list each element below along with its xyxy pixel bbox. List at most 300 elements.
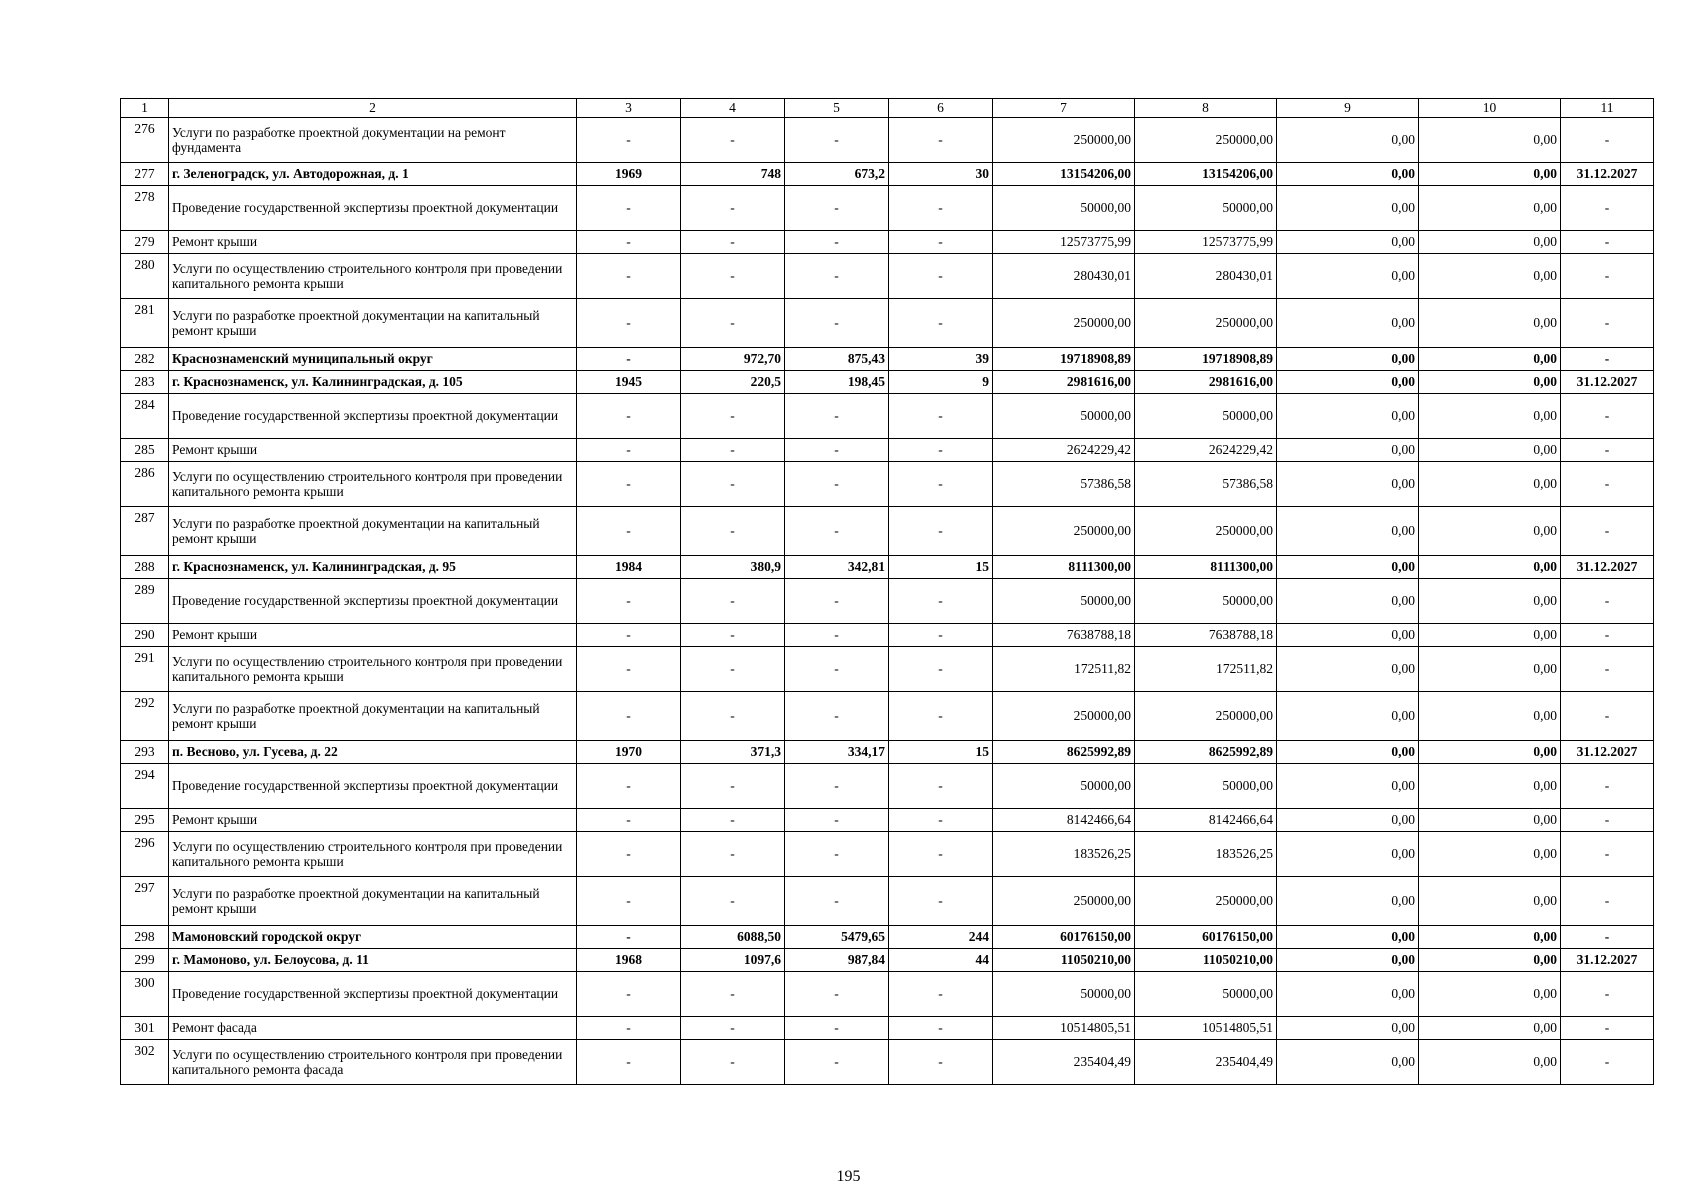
regional-fund-cell: 10514805,51 xyxy=(1135,1017,1277,1040)
total-cost-cell: 250000,00 xyxy=(993,692,1135,741)
year-built-cell: - xyxy=(577,1040,681,1085)
completion-date-cell: - xyxy=(1561,832,1654,877)
row-number-cell: 291 xyxy=(121,647,169,692)
owners-funds-cell: 0,00 xyxy=(1419,371,1561,394)
total-cost-cell: 250000,00 xyxy=(993,877,1135,926)
regional-fund-cell: 50000,00 xyxy=(1135,764,1277,809)
owners-funds-cell: 0,00 xyxy=(1419,624,1561,647)
owners-funds-cell: 0,00 xyxy=(1419,118,1561,163)
municipal-budget-cell: 0,00 xyxy=(1277,254,1419,299)
regional-fund-cell: 2624229,42 xyxy=(1135,439,1277,462)
living-area-cell: 198,45 xyxy=(785,371,889,394)
header-cell: 9 xyxy=(1277,99,1419,118)
total-area-cell: - xyxy=(681,764,785,809)
owners-funds-cell: 0,00 xyxy=(1419,809,1561,832)
row-number-cell: 276 xyxy=(121,118,169,163)
row-number-cell: 289 xyxy=(121,579,169,624)
municipal-budget-cell: 0,00 xyxy=(1277,371,1419,394)
residents-cell: 244 xyxy=(889,926,993,949)
table-row xyxy=(121,299,1654,348)
living-area-cell: - xyxy=(785,832,889,877)
item-name-cell: Услуги по осуществлению строительного контроля при проведении капитального ремонта крыши xyxy=(169,832,577,877)
residents-cell: - xyxy=(889,692,993,741)
item-name-cell: г. Мамоново, ул. Белоусова, д. 11 xyxy=(169,949,577,972)
total-area-cell: 220,5 xyxy=(681,371,785,394)
total-cost-cell: 50000,00 xyxy=(993,579,1135,624)
living-area-cell: - xyxy=(785,118,889,163)
header-cell: 3 xyxy=(577,99,681,118)
item-name-cell: Услуги по осуществлению строительного контроля при проведении капитального ремонта крыши xyxy=(169,647,577,692)
municipal-budget-cell: 0,00 xyxy=(1277,741,1419,764)
owners-funds-cell: 0,00 xyxy=(1419,231,1561,254)
municipal-budget-cell: 0,00 xyxy=(1277,579,1419,624)
total-area-cell: 6088,50 xyxy=(681,926,785,949)
living-area-cell: - xyxy=(785,692,889,741)
residents-cell: 9 xyxy=(889,371,993,394)
municipal-budget-cell: 0,00 xyxy=(1277,439,1419,462)
residents-cell: - xyxy=(889,1017,993,1040)
living-area-cell: - xyxy=(785,972,889,1017)
total-cost-cell: 50000,00 xyxy=(993,394,1135,439)
living-area-cell: - xyxy=(785,579,889,624)
regional-fund-cell: 250000,00 xyxy=(1135,299,1277,348)
row-number-cell: 287 xyxy=(121,507,169,556)
owners-funds-cell: 0,00 xyxy=(1419,254,1561,299)
page-number: 195 xyxy=(836,1168,861,1185)
year-built-cell: - xyxy=(577,972,681,1017)
municipal-budget-cell: 0,00 xyxy=(1277,624,1419,647)
table-row xyxy=(121,764,1654,809)
item-name-cell: Услуги по осуществлению строительного контроля при проведении капитального ремонта фасада xyxy=(169,1040,577,1085)
municipal-budget-cell: 0,00 xyxy=(1277,972,1419,1017)
table-row xyxy=(121,926,1654,949)
regional-fund-cell: 250000,00 xyxy=(1135,118,1277,163)
municipal-budget-cell: 0,00 xyxy=(1277,348,1419,371)
total-cost-cell: 50000,00 xyxy=(993,764,1135,809)
year-built-cell: - xyxy=(577,809,681,832)
owners-funds-cell: 0,00 xyxy=(1419,877,1561,926)
year-built-cell: - xyxy=(577,647,681,692)
completion-date-cell: - xyxy=(1561,299,1654,348)
row-number-cell: 302 xyxy=(121,1040,169,1085)
header-cell: 2 xyxy=(169,99,577,118)
total-cost-cell: 57386,58 xyxy=(993,462,1135,507)
residents-cell: - xyxy=(889,439,993,462)
residents-cell: - xyxy=(889,877,993,926)
regional-fund-cell: 50000,00 xyxy=(1135,394,1277,439)
year-built-cell: - xyxy=(577,186,681,231)
year-built-cell: 1984 xyxy=(577,556,681,579)
regional-fund-cell: 50000,00 xyxy=(1135,972,1277,1017)
row-number-cell: 285 xyxy=(121,439,169,462)
municipal-budget-cell: 0,00 xyxy=(1277,299,1419,348)
regional-fund-cell: 250000,00 xyxy=(1135,877,1277,926)
living-area-cell: - xyxy=(785,647,889,692)
residents-cell: 39 xyxy=(889,348,993,371)
residents-cell: - xyxy=(889,832,993,877)
row-number-cell: 292 xyxy=(121,692,169,741)
residents-cell: - xyxy=(889,231,993,254)
regional-fund-cell: 235404,49 xyxy=(1135,1040,1277,1085)
table-row xyxy=(121,579,1654,624)
residents-cell: - xyxy=(889,299,993,348)
year-built-cell: - xyxy=(577,764,681,809)
item-name-cell: Краснознаменский муниципальный округ xyxy=(169,348,577,371)
municipal-budget-cell: 0,00 xyxy=(1277,1040,1419,1085)
owners-funds-cell: 0,00 xyxy=(1419,832,1561,877)
year-built-cell: - xyxy=(577,926,681,949)
row-number-cell: 280 xyxy=(121,254,169,299)
owners-funds-cell: 0,00 xyxy=(1419,1017,1561,1040)
completion-date-cell: 31.12.2027 xyxy=(1561,556,1654,579)
residents-cell: - xyxy=(889,462,993,507)
living-area-cell: - xyxy=(785,764,889,809)
total-area-cell: 748 xyxy=(681,163,785,186)
residents-cell: - xyxy=(889,579,993,624)
total-area-cell: - xyxy=(681,231,785,254)
municipal-budget-cell: 0,00 xyxy=(1277,186,1419,231)
row-number-cell: 296 xyxy=(121,832,169,877)
completion-date-cell: - xyxy=(1561,507,1654,556)
table-row xyxy=(121,507,1654,556)
living-area-cell: - xyxy=(785,231,889,254)
owners-funds-cell: 0,00 xyxy=(1419,348,1561,371)
header-cell: 10 xyxy=(1419,99,1561,118)
regional-fund-cell: 8142466,64 xyxy=(1135,809,1277,832)
item-name-cell: п. Весново, ул. Гусева, д. 22 xyxy=(169,741,577,764)
completion-date-cell: - xyxy=(1561,764,1654,809)
living-area-cell: - xyxy=(785,439,889,462)
completion-date-cell: - xyxy=(1561,972,1654,1017)
completion-date-cell: - xyxy=(1561,394,1654,439)
table-row xyxy=(121,556,1654,579)
row-number-cell: 299 xyxy=(121,949,169,972)
total-area-cell: - xyxy=(681,439,785,462)
completion-date-cell: - xyxy=(1561,877,1654,926)
living-area-cell: 673,2 xyxy=(785,163,889,186)
item-name-cell: Ремонт крыши xyxy=(169,809,577,832)
owners-funds-cell: 0,00 xyxy=(1419,507,1561,556)
municipal-budget-cell: 0,00 xyxy=(1277,764,1419,809)
municipal-budget-cell: 0,00 xyxy=(1277,556,1419,579)
table-row xyxy=(121,462,1654,507)
total-area-cell: - xyxy=(681,832,785,877)
header-cell: 6 xyxy=(889,99,993,118)
total-area-cell: 380,9 xyxy=(681,556,785,579)
item-name-cell: Проведение государственной экспертизы проектной документации xyxy=(169,764,577,809)
year-built-cell: - xyxy=(577,507,681,556)
table-row xyxy=(121,439,1654,462)
owners-funds-cell: 0,00 xyxy=(1419,439,1561,462)
living-area-cell: 5479,65 xyxy=(785,926,889,949)
regional-fund-cell: 50000,00 xyxy=(1135,186,1277,231)
row-number-cell: 284 xyxy=(121,394,169,439)
total-area-cell: 1097,6 xyxy=(681,949,785,972)
item-name-cell: Услуги по разработке проектной документации на ремонт фундамента xyxy=(169,118,577,163)
item-name-cell: Проведение государственной экспертизы проектной документации xyxy=(169,579,577,624)
total-cost-cell: 250000,00 xyxy=(993,118,1135,163)
total-area-cell: - xyxy=(681,877,785,926)
owners-funds-cell: 0,00 xyxy=(1419,299,1561,348)
year-built-cell: - xyxy=(577,254,681,299)
residents-cell: - xyxy=(889,764,993,809)
column-number-header xyxy=(121,99,1654,118)
completion-date-cell: 31.12.2027 xyxy=(1561,163,1654,186)
municipal-budget-cell: 0,00 xyxy=(1277,926,1419,949)
municipal-budget-cell: 0,00 xyxy=(1277,692,1419,741)
municipal-budget-cell: 0,00 xyxy=(1277,118,1419,163)
living-area-cell: 334,17 xyxy=(785,741,889,764)
living-area-cell: 987,84 xyxy=(785,949,889,972)
completion-date-cell: - xyxy=(1561,186,1654,231)
row-number-cell: 281 xyxy=(121,299,169,348)
total-area-cell: 972,70 xyxy=(681,348,785,371)
total-cost-cell: 2981616,00 xyxy=(993,371,1135,394)
owners-funds-cell: 0,00 xyxy=(1419,926,1561,949)
residents-cell: - xyxy=(889,186,993,231)
regional-fund-cell: 250000,00 xyxy=(1135,692,1277,741)
completion-date-cell: 31.12.2027 xyxy=(1561,741,1654,764)
living-area-cell: 342,81 xyxy=(785,556,889,579)
total-cost-cell: 280430,01 xyxy=(993,254,1135,299)
item-name-cell: г. Зеленоградск, ул. Автодорожная, д. 1 xyxy=(169,163,577,186)
year-built-cell: - xyxy=(577,579,681,624)
table-row xyxy=(121,371,1654,394)
residents-cell: - xyxy=(889,972,993,1017)
total-area-cell: - xyxy=(681,1017,785,1040)
year-built-cell: 1945 xyxy=(577,371,681,394)
table-row xyxy=(121,254,1654,299)
total-cost-cell: 10514805,51 xyxy=(993,1017,1135,1040)
total-area-cell: - xyxy=(681,394,785,439)
completion-date-cell: - xyxy=(1561,1017,1654,1040)
row-number-cell: 301 xyxy=(121,1017,169,1040)
row-number-cell: 297 xyxy=(121,877,169,926)
owners-funds-cell: 0,00 xyxy=(1419,579,1561,624)
total-area-cell: 371,3 xyxy=(681,741,785,764)
owners-funds-cell: 0,00 xyxy=(1419,163,1561,186)
regional-fund-cell: 8625992,89 xyxy=(1135,741,1277,764)
table-row xyxy=(121,877,1654,926)
item-name-cell: Ремонт фасада xyxy=(169,1017,577,1040)
total-cost-cell: 2624229,42 xyxy=(993,439,1135,462)
residents-cell: 15 xyxy=(889,741,993,764)
owners-funds-cell: 0,00 xyxy=(1419,462,1561,507)
table-row xyxy=(121,348,1654,371)
year-built-cell: - xyxy=(577,624,681,647)
municipal-budget-cell: 0,00 xyxy=(1277,231,1419,254)
table-row xyxy=(121,118,1654,163)
total-cost-cell: 11050210,00 xyxy=(993,949,1135,972)
total-cost-cell: 7638788,18 xyxy=(993,624,1135,647)
residents-cell: - xyxy=(889,624,993,647)
living-area-cell: - xyxy=(785,877,889,926)
item-name-cell: Услуги по разработке проектной документации на капитальный ремонт крыши xyxy=(169,692,577,741)
owners-funds-cell: 0,00 xyxy=(1419,394,1561,439)
table-row xyxy=(121,163,1654,186)
total-cost-cell: 8142466,64 xyxy=(993,809,1135,832)
living-area-cell: - xyxy=(785,507,889,556)
total-area-cell: - xyxy=(681,624,785,647)
regional-fund-cell: 280430,01 xyxy=(1135,254,1277,299)
owners-funds-cell: 0,00 xyxy=(1419,741,1561,764)
total-cost-cell: 12573775,99 xyxy=(993,231,1135,254)
owners-funds-cell: 0,00 xyxy=(1419,186,1561,231)
year-built-cell: - xyxy=(577,1017,681,1040)
table-row xyxy=(121,624,1654,647)
year-built-cell: 1969 xyxy=(577,163,681,186)
total-cost-cell: 250000,00 xyxy=(993,299,1135,348)
row-number-cell: 290 xyxy=(121,624,169,647)
completion-date-cell: - xyxy=(1561,231,1654,254)
completion-date-cell: - xyxy=(1561,348,1654,371)
total-area-cell: - xyxy=(681,118,785,163)
table-row xyxy=(121,186,1654,231)
total-area-cell: - xyxy=(681,507,785,556)
completion-date-cell: - xyxy=(1561,118,1654,163)
item-name-cell: Проведение государственной экспертизы проектной документации xyxy=(169,186,577,231)
regional-fund-cell: 60176150,00 xyxy=(1135,926,1277,949)
item-name-cell: Услуги по осуществлению строительного контроля при проведении капитального ремонта крыши xyxy=(169,254,577,299)
table-row xyxy=(121,394,1654,439)
total-area-cell: - xyxy=(681,299,785,348)
table-row xyxy=(121,231,1654,254)
owners-funds-cell: 0,00 xyxy=(1419,764,1561,809)
regional-fund-cell: 172511,82 xyxy=(1135,647,1277,692)
year-built-cell: - xyxy=(577,462,681,507)
residents-cell: - xyxy=(889,254,993,299)
regional-fund-cell: 183526,25 xyxy=(1135,832,1277,877)
year-built-cell: 1968 xyxy=(577,949,681,972)
completion-date-cell: - xyxy=(1561,647,1654,692)
regional-fund-cell: 57386,58 xyxy=(1135,462,1277,507)
owners-funds-cell: 0,00 xyxy=(1419,692,1561,741)
municipal-budget-cell: 0,00 xyxy=(1277,507,1419,556)
row-number-cell: 293 xyxy=(121,741,169,764)
row-number-cell: 282 xyxy=(121,348,169,371)
municipal-budget-cell: 0,00 xyxy=(1277,647,1419,692)
living-area-cell: - xyxy=(785,254,889,299)
row-number-cell: 286 xyxy=(121,462,169,507)
regional-fund-cell: 2981616,00 xyxy=(1135,371,1277,394)
municipal-budget-cell: 0,00 xyxy=(1277,462,1419,507)
item-name-cell: Проведение государственной экспертизы проектной документации xyxy=(169,394,577,439)
residents-cell: - xyxy=(889,507,993,556)
table-row xyxy=(121,1040,1654,1085)
header-cell: 11 xyxy=(1561,99,1654,118)
completion-date-cell: - xyxy=(1561,692,1654,741)
year-built-cell: 1970 xyxy=(577,741,681,764)
row-number-cell: 300 xyxy=(121,972,169,1017)
total-area-cell: - xyxy=(681,186,785,231)
regional-fund-cell: 250000,00 xyxy=(1135,507,1277,556)
header-cell: 4 xyxy=(681,99,785,118)
item-name-cell: Услуги по разработке проектной документации на капитальный ремонт крыши xyxy=(169,877,577,926)
table-row xyxy=(121,1017,1654,1040)
living-area-cell: 875,43 xyxy=(785,348,889,371)
completion-date-cell: - xyxy=(1561,439,1654,462)
item-name-cell: Ремонт крыши xyxy=(169,439,577,462)
year-built-cell: - xyxy=(577,832,681,877)
owners-funds-cell: 0,00 xyxy=(1419,972,1561,1017)
municipal-budget-cell: 0,00 xyxy=(1277,163,1419,186)
completion-date-cell: - xyxy=(1561,1040,1654,1085)
regional-fund-cell: 8111300,00 xyxy=(1135,556,1277,579)
completion-date-cell: - xyxy=(1561,579,1654,624)
residents-cell: - xyxy=(889,809,993,832)
completion-date-cell: - xyxy=(1561,254,1654,299)
living-area-cell: - xyxy=(785,1017,889,1040)
living-area-cell: - xyxy=(785,624,889,647)
total-cost-cell: 183526,25 xyxy=(993,832,1135,877)
table-body xyxy=(121,99,1654,1085)
residents-cell: - xyxy=(889,394,993,439)
year-built-cell: - xyxy=(577,299,681,348)
total-cost-cell: 19718908,89 xyxy=(993,348,1135,371)
living-area-cell: - xyxy=(785,186,889,231)
item-name-cell: Ремонт крыши xyxy=(169,624,577,647)
year-built-cell: - xyxy=(577,439,681,462)
total-area-cell: - xyxy=(681,462,785,507)
municipal-budget-cell: 0,00 xyxy=(1277,809,1419,832)
owners-funds-cell: 0,00 xyxy=(1419,556,1561,579)
total-area-cell: - xyxy=(681,1040,785,1085)
row-number-cell: 278 xyxy=(121,186,169,231)
residents-cell: 44 xyxy=(889,949,993,972)
table-row xyxy=(121,692,1654,741)
owners-funds-cell: 0,00 xyxy=(1419,647,1561,692)
living-area-cell: - xyxy=(785,462,889,507)
living-area-cell: - xyxy=(785,1040,889,1085)
year-built-cell: - xyxy=(577,877,681,926)
total-area-cell: - xyxy=(681,809,785,832)
municipal-budget-cell: 0,00 xyxy=(1277,949,1419,972)
regional-fund-cell: 11050210,00 xyxy=(1135,949,1277,972)
total-cost-cell: 50000,00 xyxy=(993,972,1135,1017)
regional-fund-cell: 13154206,00 xyxy=(1135,163,1277,186)
completion-date-cell: - xyxy=(1561,809,1654,832)
item-name-cell: Услуги по разработке проектной документации на капитальный ремонт крыши xyxy=(169,299,577,348)
total-area-cell: - xyxy=(681,647,785,692)
year-built-cell: - xyxy=(577,348,681,371)
total-cost-cell: 172511,82 xyxy=(993,647,1135,692)
row-number-cell: 277 xyxy=(121,163,169,186)
completion-date-cell: - xyxy=(1561,462,1654,507)
residents-cell: 15 xyxy=(889,556,993,579)
living-area-cell: - xyxy=(785,394,889,439)
row-number-cell: 283 xyxy=(121,371,169,394)
completion-date-cell: - xyxy=(1561,624,1654,647)
row-number-cell: 295 xyxy=(121,809,169,832)
item-name-cell: г. Краснознаменск, ул. Калининградская, д. 105 xyxy=(169,371,577,394)
total-area-cell: - xyxy=(681,692,785,741)
total-cost-cell: 50000,00 xyxy=(993,186,1135,231)
residents-cell: - xyxy=(889,118,993,163)
living-area-cell: - xyxy=(785,299,889,348)
header-cell: 7 xyxy=(993,99,1135,118)
table-row xyxy=(121,972,1654,1017)
municipal-budget-cell: 0,00 xyxy=(1277,1017,1419,1040)
total-cost-cell: 60176150,00 xyxy=(993,926,1135,949)
item-name-cell: г. Краснознаменск, ул. Калининградская, д. 95 xyxy=(169,556,577,579)
total-cost-cell: 250000,00 xyxy=(993,507,1135,556)
regional-fund-cell: 7638788,18 xyxy=(1135,624,1277,647)
item-name-cell: Проведение государственной экспертизы проектной документации xyxy=(169,972,577,1017)
owners-funds-cell: 0,00 xyxy=(1419,949,1561,972)
residents-cell: 30 xyxy=(889,163,993,186)
header-cell: 5 xyxy=(785,99,889,118)
completion-date-cell: 31.12.2027 xyxy=(1561,949,1654,972)
